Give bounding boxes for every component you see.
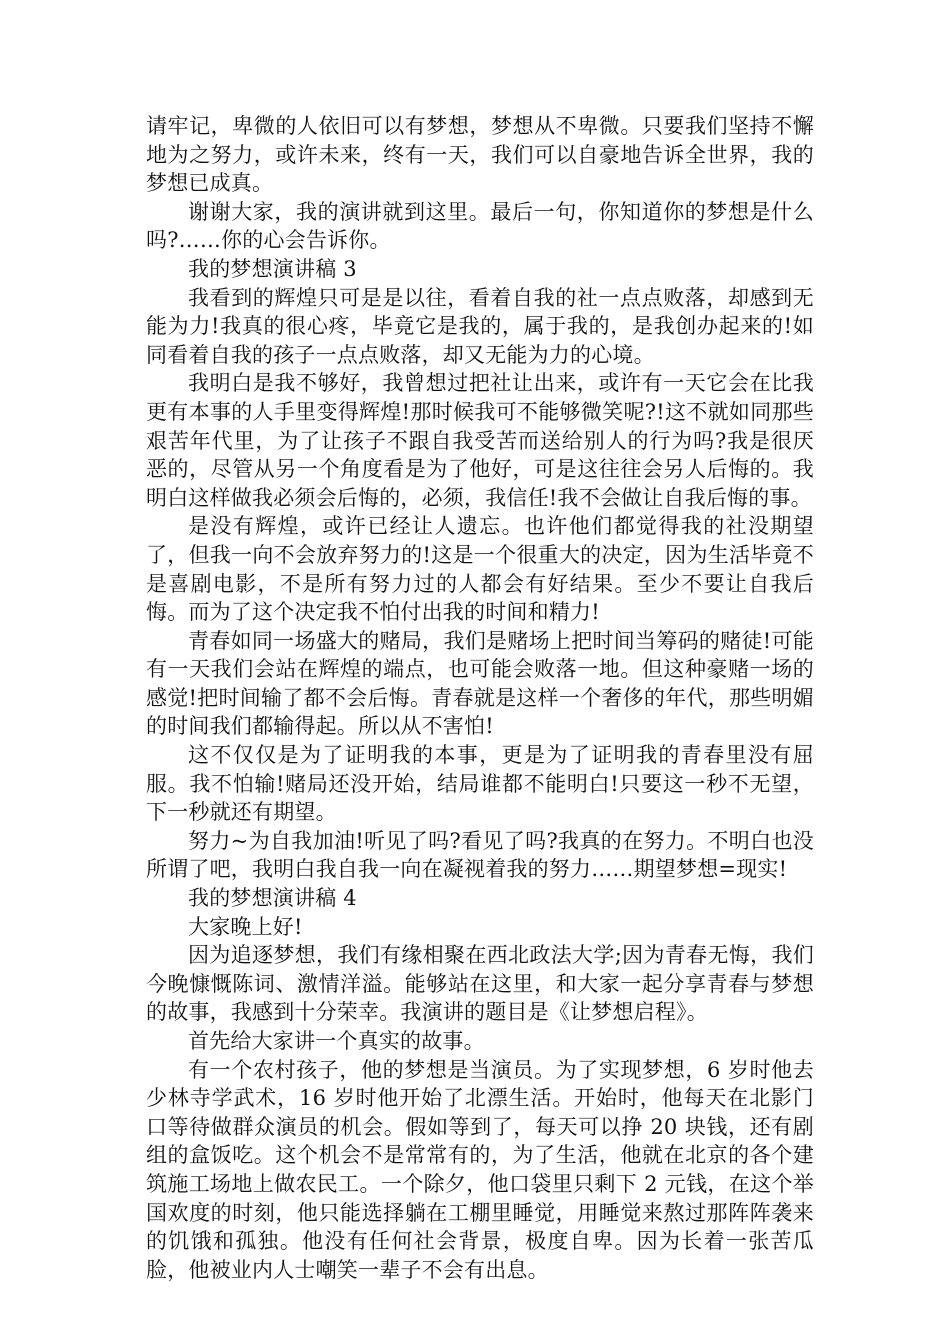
paragraph: 是没有辉煌，或许已经让人遗忘。也许他们都觉得我的社没期望了，但我一向不会放弃努力的!这是一个很重大的决定，因为生活毕竟不是喜剧电影，不是所有努力过的人都会有好结果。至少不要让自我后悔。而为了这个决定我不怕付出我的时间和精力! <box>146 514 814 625</box>
paragraph-greeting: 大家晚上好! <box>188 914 303 939</box>
paragraph: 我明白是我不够好，我曾想过把社让出来，或许有一天它会在比我更有本事的人手里变得辉煌!那时候我可不能够微笑呢?!这不就如同那些艰苦年代里，为了让孩子不跟自我受苦而送给别人的行为吗?我是很厌恶的，尽管从另一个角度看是为了他好，可是这往往会另人后悔的。我明白这样做我必须会后悔的，必须，我信任!我不会做让自我后悔的事。 <box>146 371 814 510</box>
paragraph: 首先给大家讲一个真实的故事。 <box>188 1029 485 1053</box>
paragraph: 有一个农村孩子，他的梦想是当演员。为了实现梦想，6 岁时他去少林寺学武术，16 岁时他开始了北漂生活。开始时，他每天在北影门口等待做群众演员的机会。假如等到了，每天可以挣 20 块钱，还有剧组的盒饭吃。这个机会不是常常有的，为了生活，他就在北京的各个建筑施工场地上做农民工。一个除夕，他口袋里只剩下 2 元钱，在这个举国欢度的时刻，他只能选择躺在工棚里睡觉，用睡觉来熬过那阵阵袭来的饥饿和孤独。他没有任何社会背景，极度自卑。因为长着一张苦瓜脸，他被业内人士嘲笑一辈子不会有出息。 <box>146 1057 814 1282</box>
paragraph: 这不仅仅是为了证明我的本事，更是为了证明我的青春里没有屈服。我不怕输!赌局还没开始，结局谁都不能明白!只要这一秒不无望，下一秒就还有期望。 <box>146 743 814 825</box>
section-heading-speech-4: 我的梦想演讲稿 4 <box>188 886 357 911</box>
paragraph: 我看到的辉煌只可是是以往，看着自我的社一点点败落，却感到无能为力!我真的很心疼，毕竟它是我的，属于我的，是我创办起来的!如同看着自我的孩子一点点败落，却又无能为力的心境。 <box>146 285 814 367</box>
paragraph: 努力~为自我加油!听见了吗?看见了吗?我真的在努力。不明白也没所谓了吧，我明白我自我一向在凝视着我的努力……期望梦想=现实! <box>146 828 814 882</box>
section-heading-speech-3: 我的梦想演讲稿 3 <box>188 256 357 281</box>
document-body <box>146 112 814 1284</box>
paragraph-thanks: 谢谢大家，我的演讲就到这里。最后一句，你知道你的梦想是什么吗?……你的心会告诉你。 <box>146 199 814 253</box>
paragraph: 青春如同一场盛大的赌局，我们是赌场上把时间当筹码的赌徒!可能有一天我们会站在辉煌的端点，也可能会败落一地。但这种豪赌一场的感觉!把时间输了都不会后悔。青春就是这样一个奢侈的年代，那些明媚的时间我们都输得起。所以从不害怕! <box>146 628 814 739</box>
paragraph: 因为追逐梦想，我们有缘相聚在西北政法大学;因为青春无悔，我们今晚慷慨陈词、激情洋溢。能够站在这里，和大家一起分享青春与梦想的故事，我感到十分荣幸。我演讲的题目是《让梦想启程》。 <box>146 943 814 1025</box>
paragraph-closing-reminder: 请牢记，卑微的人依旧可以有梦想，梦想从不卑微。只要我们坚持不懈地为之努力，或许未来，终有一天，我们可以自豪地告诉全世界，我的梦想已成真。 <box>146 114 814 196</box>
